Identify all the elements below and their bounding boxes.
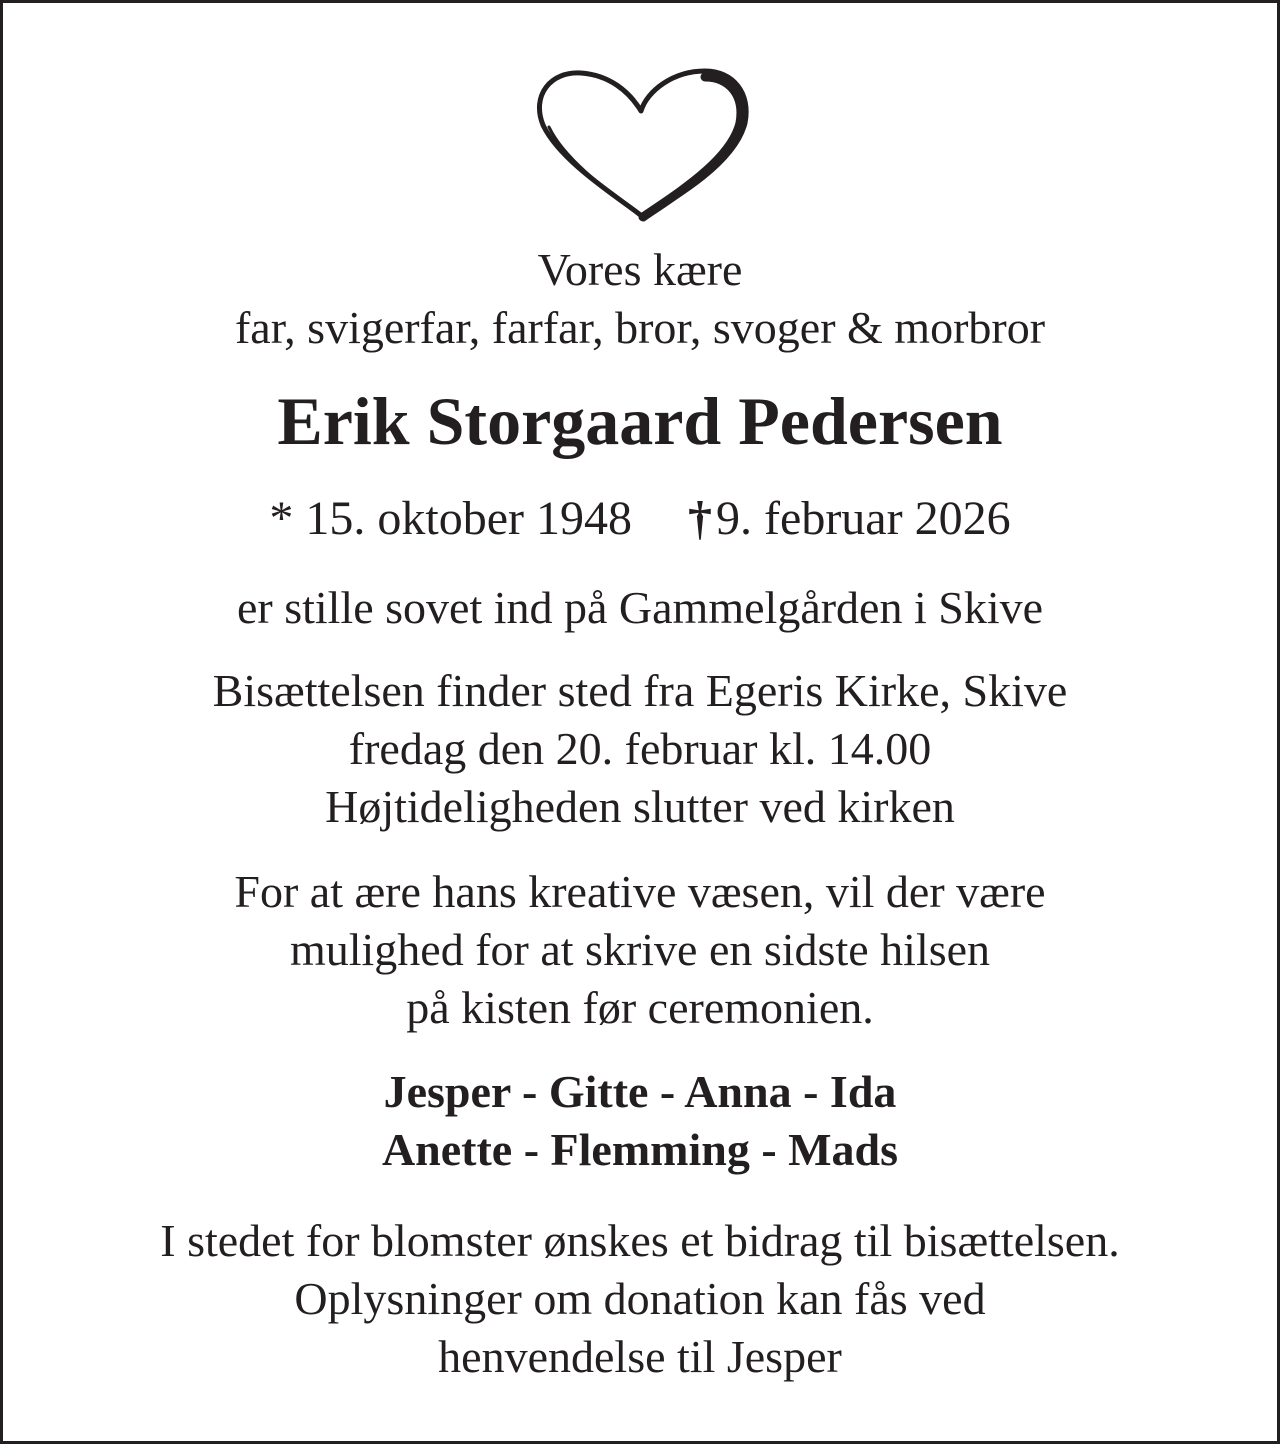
donation-line-1: I stedet for blomster ønskes et bidrag til bisættelsen.	[160, 1215, 1120, 1266]
family-names-1: Jesper - Gitte - Anna - Ida	[383, 1066, 897, 1117]
life-dates	[3, 490, 1277, 548]
family-names-2: Anette - Flemming - Mads	[381, 1124, 899, 1175]
funeral-note: Højtideligheden slutter ved kirken	[325, 781, 955, 832]
heart-icon	[533, 65, 753, 225]
donation-line-2: Oplysninger om donation kan fås ved	[294, 1273, 986, 1324]
greeting-text: Vores kære	[537, 244, 743, 295]
funeral-location: Bisættelsen finder sted fra Egeris Kirke, Skive	[212, 665, 1068, 716]
relations-text: far, svigerfar, farfar, bror, svoger & morbror	[234, 302, 1046, 353]
death-date: 9. februar 2026	[716, 492, 1011, 545]
passing-text: er stille sovet ind på Gammelgården i Skive	[236, 582, 1044, 633]
cross-icon: †	[688, 492, 713, 545]
birth-date: 15. oktober 1948	[305, 492, 633, 545]
birth-symbol: *	[269, 492, 294, 545]
deceased-name: Erik Storgaard Pedersen	[277, 383, 1003, 459]
message-line-1: For at ære hans kreative væsen, vil der være	[234, 866, 1046, 917]
message-line-2: mulighed for at skrive en sidste hilsen	[289, 924, 991, 975]
donation-line-3: henvendelse til Jesper	[438, 1331, 842, 1382]
funeral-time: fredag den 20. februar kl. 14.00	[348, 723, 932, 774]
message-line-3: på kisten før ceremonien.	[406, 982, 874, 1033]
